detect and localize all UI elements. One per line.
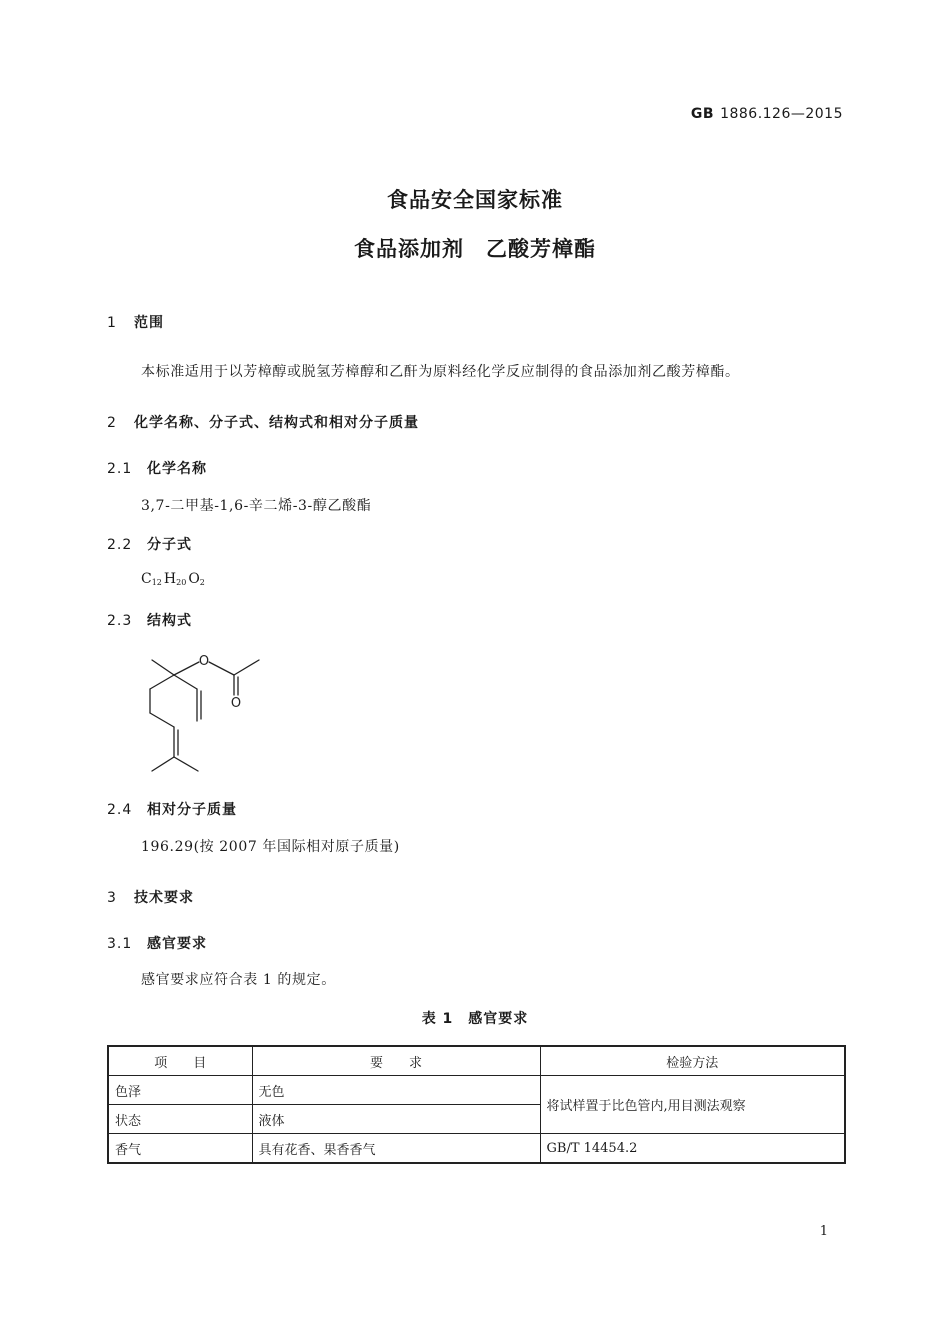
terminal-methyl-1 — [152, 757, 174, 771]
section-3-1-heading — [107, 933, 207, 953]
sub-title: 食品添加剂 乙酸芳樟酯 — [354, 237, 596, 261]
section-title: 结构式 — [147, 613, 192, 629]
standard-number: 1886.126—2015 — [720, 106, 843, 122]
page-number: 1 — [819, 1224, 828, 1239]
sensory-requirement-text: 感官要求应符合表 1 的规定。 — [141, 972, 336, 988]
chemical-name: 3,7-二甲基-1,6-辛二烯-3-醇乙酸酯 — [141, 498, 372, 514]
main-title: 食品安全国家标准 — [387, 188, 563, 212]
section-3-heading — [107, 887, 194, 907]
section-title: 化学名称、分子式、结构式和相对分子质量 — [134, 415, 419, 431]
methyl-bond — [152, 660, 174, 675]
section-2-4-heading — [107, 799, 237, 819]
section-number: 3 — [107, 890, 117, 906]
section-number: 2.1 — [107, 461, 133, 477]
row-item: 香气 — [108, 1134, 252, 1164]
section-title: 相对分子质量 — [147, 802, 237, 818]
section-number: 1 — [107, 315, 117, 331]
row-requirement: 液体 — [252, 1105, 540, 1134]
section-title: 分子式 — [147, 537, 192, 553]
row-item: 色泽 — [108, 1076, 252, 1105]
section-title: 范围 — [134, 315, 164, 331]
section-2-2-heading — [107, 534, 192, 554]
section-title: 化学名称 — [147, 461, 207, 477]
ester-oxygen-label: O — [198, 654, 210, 669]
table-caption: 表 1 感官要求 — [421, 1011, 529, 1027]
carbonyl-oxygen-label: O — [230, 696, 242, 711]
terminal-methyl-2 — [174, 757, 198, 771]
vinyl-bond — [174, 675, 197, 689]
section-number: 2.4 — [107, 802, 133, 818]
row-method-merged: 将试样置于比色管内,用目测法观察 — [540, 1076, 845, 1134]
section-number: 2 — [107, 415, 117, 431]
row-item: 状态 — [108, 1105, 252, 1134]
section-title: 技术要求 — [134, 890, 194, 906]
section-number: 2.3 — [107, 613, 133, 629]
row-requirement: 无色 — [252, 1076, 540, 1105]
table-row — [108, 1134, 845, 1164]
o-c-bond — [209, 662, 234, 675]
standard-prefix: GB — [690, 106, 715, 122]
row-requirement: 具有花香、果香香气 — [252, 1134, 540, 1164]
section-2-3-heading — [107, 610, 192, 630]
standard-code — [691, 106, 843, 122]
scope-paragraph: 本标准适用于以芳樟醇或脱氢芳樟醇和乙酐为原料经化学反应制得的食品添加剂乙酸芳樟酯。 — [141, 364, 740, 380]
sensory-requirements-table — [107, 1045, 846, 1164]
chain-bond-1 — [150, 675, 174, 689]
acetyl-methyl-bond — [234, 660, 259, 675]
header-requirement: 要 求 — [252, 1046, 540, 1076]
molecular-mass: 196.29(按 2007 年国际相对原子质量) — [141, 839, 400, 855]
section-2-1-heading — [107, 458, 207, 478]
section-number: 2.2 — [107, 537, 133, 553]
chain-bond-3 — [150, 713, 174, 727]
table-header-row — [108, 1046, 845, 1076]
structural-formula — [120, 645, 280, 785]
table-row — [108, 1076, 845, 1105]
header-item: 项 目 — [108, 1046, 252, 1076]
header-method: 检验方法 — [540, 1046, 845, 1076]
section-title: 感官要求 — [147, 936, 207, 952]
c-o-bond — [174, 662, 199, 675]
section-1-heading — [107, 312, 164, 332]
section-2-heading — [107, 412, 419, 432]
row-method: GB/T 14454.2 — [540, 1134, 845, 1164]
molecular-formula: $C_{12}$ $H_{20}$ $O_2$ — [141, 571, 205, 587]
section-number: 3.1 — [107, 936, 133, 952]
